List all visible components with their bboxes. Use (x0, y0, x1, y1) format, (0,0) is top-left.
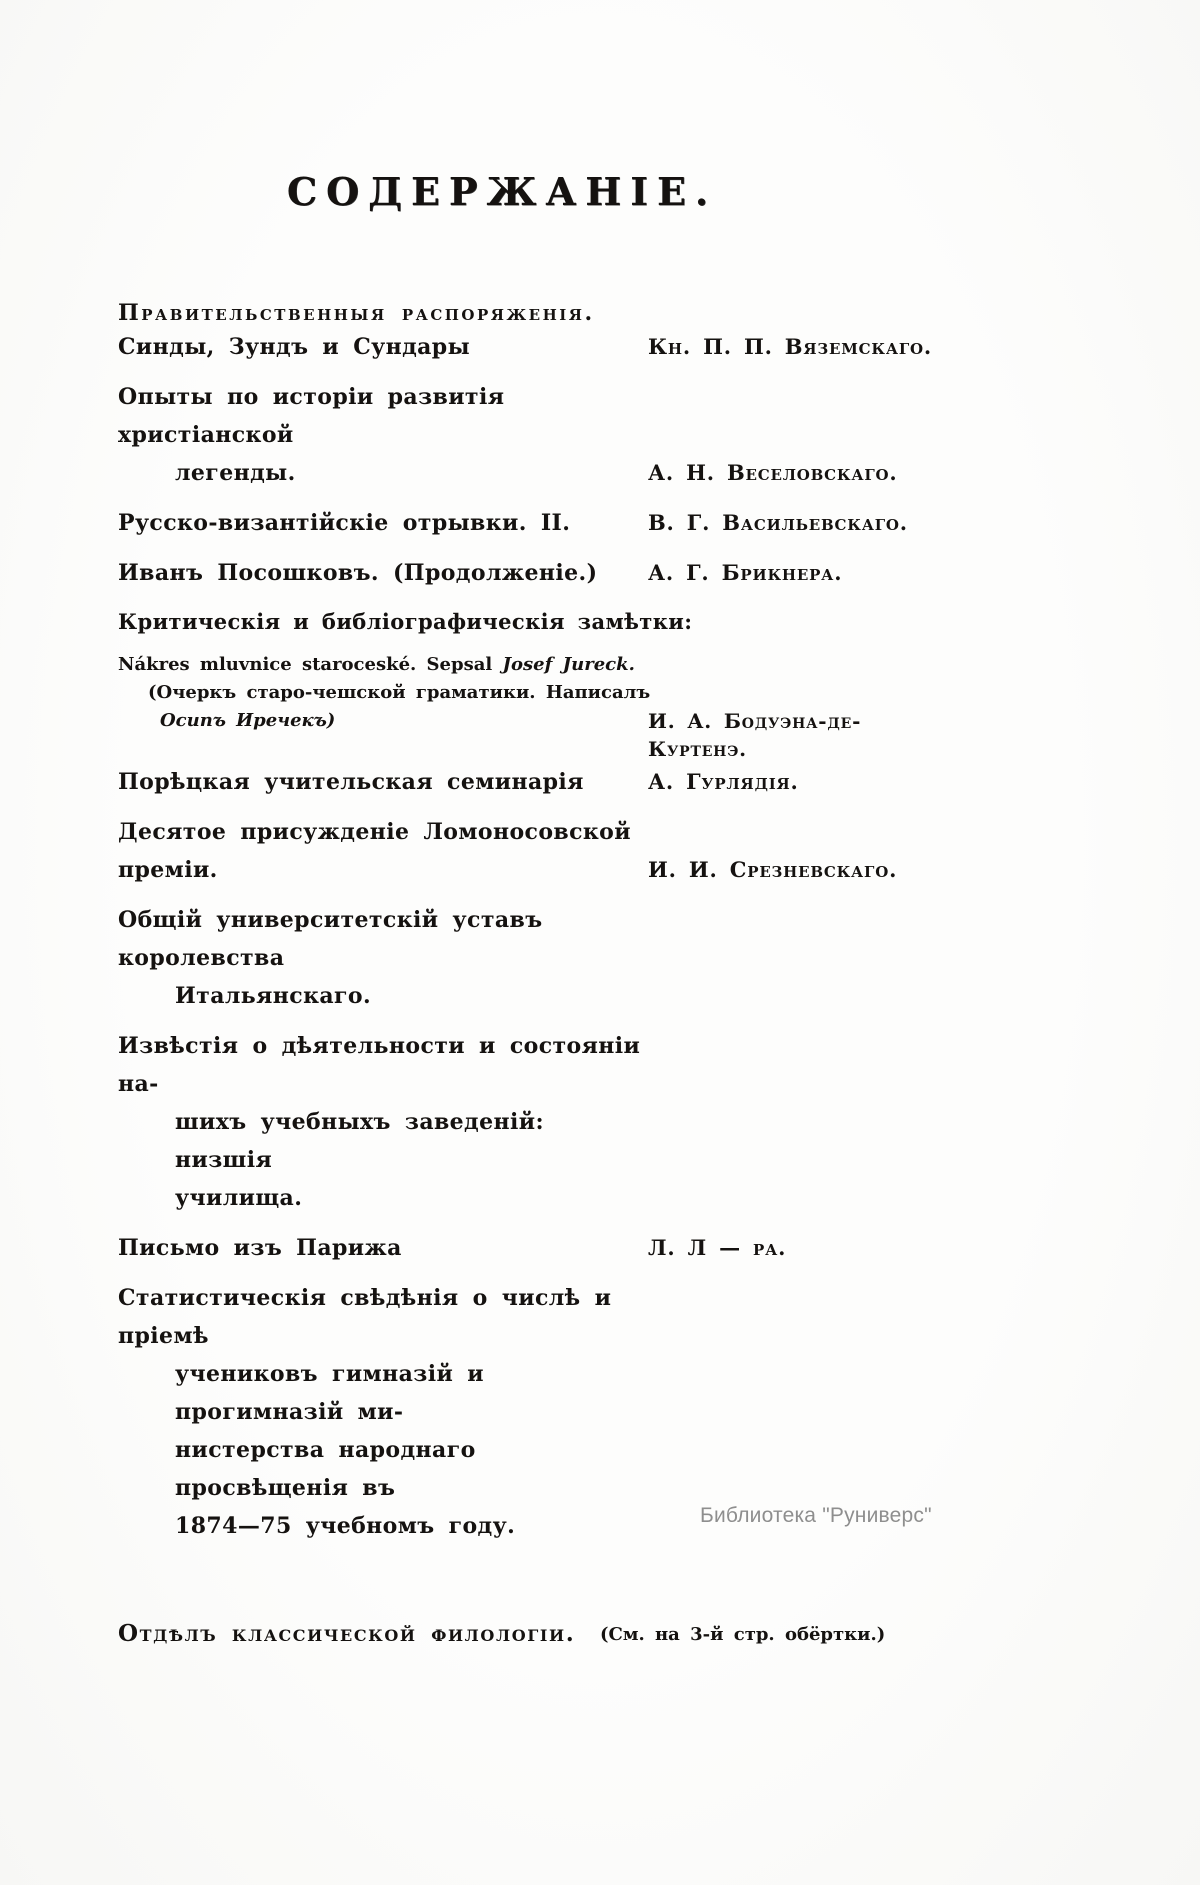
toc-entry (118, 328, 932, 366)
entry-title-line: шихъ учебныхъ заведеній: низшія (175, 1109, 545, 1173)
entry-title (118, 1229, 653, 1267)
entry-title-line: Статистическія свѣдѣнія о числѣ и пріемѣ (118, 1285, 612, 1349)
bib-title-line: (Очеркъ старо-чешской граматики. Написалъ (148, 682, 651, 703)
entry-title-line: Порѣцкая учительская семинарія (118, 769, 584, 795)
entry-author: А. Гурлядія. (648, 769, 799, 794)
entry-title-line: Итальянскаго. (175, 983, 372, 1009)
entry-author: В. Г. Васильевскаго. (648, 510, 908, 535)
entry-title (118, 328, 653, 366)
footer-section-title: Отдѣлъ классической филологіи. (118, 1620, 576, 1647)
entry-author: А. Г. Брикнера. (648, 560, 843, 585)
entry-title (118, 1027, 653, 1217)
toc-entry (118, 554, 886, 592)
entry-title-line: Русско-византійскіе отрывки. II. (118, 510, 571, 536)
toc-entry (118, 504, 908, 542)
entry-title (118, 901, 653, 1015)
page-content (118, 0, 932, 1657)
entry-author: И. И. Срезневскаго. (648, 857, 898, 882)
bib-title-line (118, 651, 653, 679)
entry-author: Л. Л — ра. (648, 1235, 787, 1260)
toc-entry (118, 901, 886, 1015)
entry-title-line: нистерства народнаго просвѣщенія въ (175, 1437, 476, 1501)
entry-title-line: Синды, Зундъ и Сундары (118, 334, 471, 360)
entry-title-line: Извѣстія о дѣятельности и состояніи на- (118, 1033, 641, 1097)
entry-title-line: Опыты по исторіи развитія христіанской (118, 384, 505, 448)
bib-title-roman: Nákres mluvnice staroceské. Sepsal (118, 654, 503, 675)
entry-author-line: Куртенэ. (648, 737, 747, 761)
entry-title-line: 1874—75 учебномъ году. (175, 1513, 516, 1539)
entry-title (118, 1279, 653, 1545)
toc-entry (118, 763, 886, 801)
entry-title-line: Письмо изъ Парижа (118, 1235, 402, 1261)
entry-title-line: учениковъ гимназій и прогимназій ми- (175, 1361, 484, 1425)
section-heading: Правительственныя распоряженія. (118, 300, 595, 326)
entry-title (118, 504, 653, 542)
entry-title (118, 763, 653, 801)
toc-entry (118, 813, 898, 889)
toc-entry (118, 1027, 886, 1217)
entry-author-line: И. А. Бодуэна-де- (648, 709, 862, 733)
footer-section-note: (См. на 3-й стр. обёртки.) (600, 1624, 886, 1645)
entry-author: Кн. П. П. Вяземскаго. (648, 334, 932, 359)
library-watermark: Библиотека "Руниверс" (700, 1504, 932, 1527)
entry-title (118, 378, 653, 492)
entry-title-line: Иванъ Посошковъ. (Продолженіе.) (118, 560, 598, 586)
toc-entry (118, 378, 898, 492)
entry-title-line: Общій университетскій уставъ королевства (118, 907, 543, 971)
entry-title (118, 554, 653, 592)
bib-title-italic: Josef Jureck. (502, 654, 635, 675)
subsection-heading: Критическія и библіографическія замѣтки: (118, 609, 693, 634)
bib-title-line: Осипъ Иречекъ) (160, 710, 336, 731)
entry-title-line: Десятое присужденіе Ломоносовской преміи. (118, 819, 631, 883)
toc-entry (118, 1229, 886, 1267)
entry-author: А. Н. Веселовскаго. (648, 460, 898, 485)
entry-author (648, 707, 888, 763)
footer-section (118, 1617, 886, 1657)
bibliography-entry (118, 651, 862, 761)
page-title: СОДЕРЖАНІЕ. (286, 169, 718, 214)
entry-title-line: училища. (175, 1185, 303, 1211)
entry-title-line: легенды. (175, 460, 296, 486)
entry-title (118, 813, 653, 889)
